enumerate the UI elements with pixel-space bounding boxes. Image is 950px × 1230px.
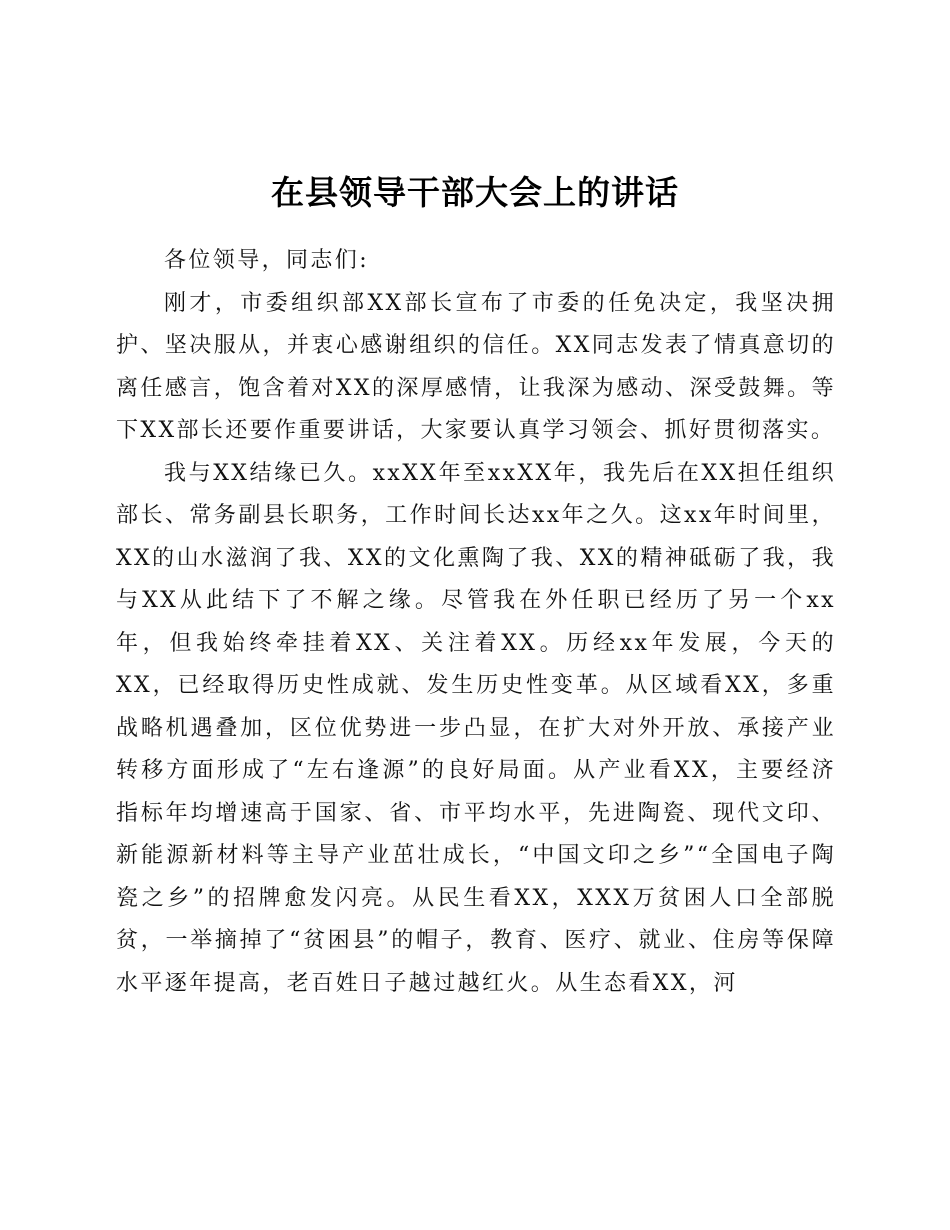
salutation: 各位领导，同志们: <box>164 248 370 273</box>
paragraph: 刚才，市委组织部XX部长宣布了市委的任免决定，我坚决拥护、坚决服从，并衷心感谢组织的信任。XX同志发表了情真意切的离任感言，饱含着对XX的深厚感情，让我深为感动、深受鼓舞。等下XX部长还要作重要讲话，大家要认真学习领会、抓好贯彻落实。 <box>116 290 836 443</box>
document-body <box>116 240 836 1005</box>
paragraph: 我与XX结缘已久。xxXX年至xxXX年，我先后在XX担任组织部长、常务副县长职务，工作时间长达xx年之久。这xx年时间里，XX的山水滋润了我、XX的文化熏陶了我、XX的精神砥砺了我，我与XX从此结下了不解之缘。尽管我在外任职已经历了另一个xx年，但我始终牵挂着XX、关注着XX。历经xx年发展，今天的XX，已经取得历史性成就、发生历史性变革。从区域看XX，多重战略机遇叠加，区位优势进一步凸显，在扩大对外开放、承接产业转移方面形成了“左右逢源”的良好局面。从产业看XX，主要经济指标年均增速高于国家、省、市平均水平，先进陶瓷、现代文印、新能源新材料等主导产业茁壮成长，“中国文印之乡”“全国电子陶瓷之乡”的招牌愈发闪亮。从民生看XX，XXX万贫困人口全部脱贫，一举摘掉了“贫困县”的帽子，教育、医疗、就业、住房等保障水平逐年提高，老百姓日子越过越红火。从生态看XX，河 <box>116 460 836 996</box>
document-title: 在县领导干部大会上的讲话 <box>271 173 679 212</box>
